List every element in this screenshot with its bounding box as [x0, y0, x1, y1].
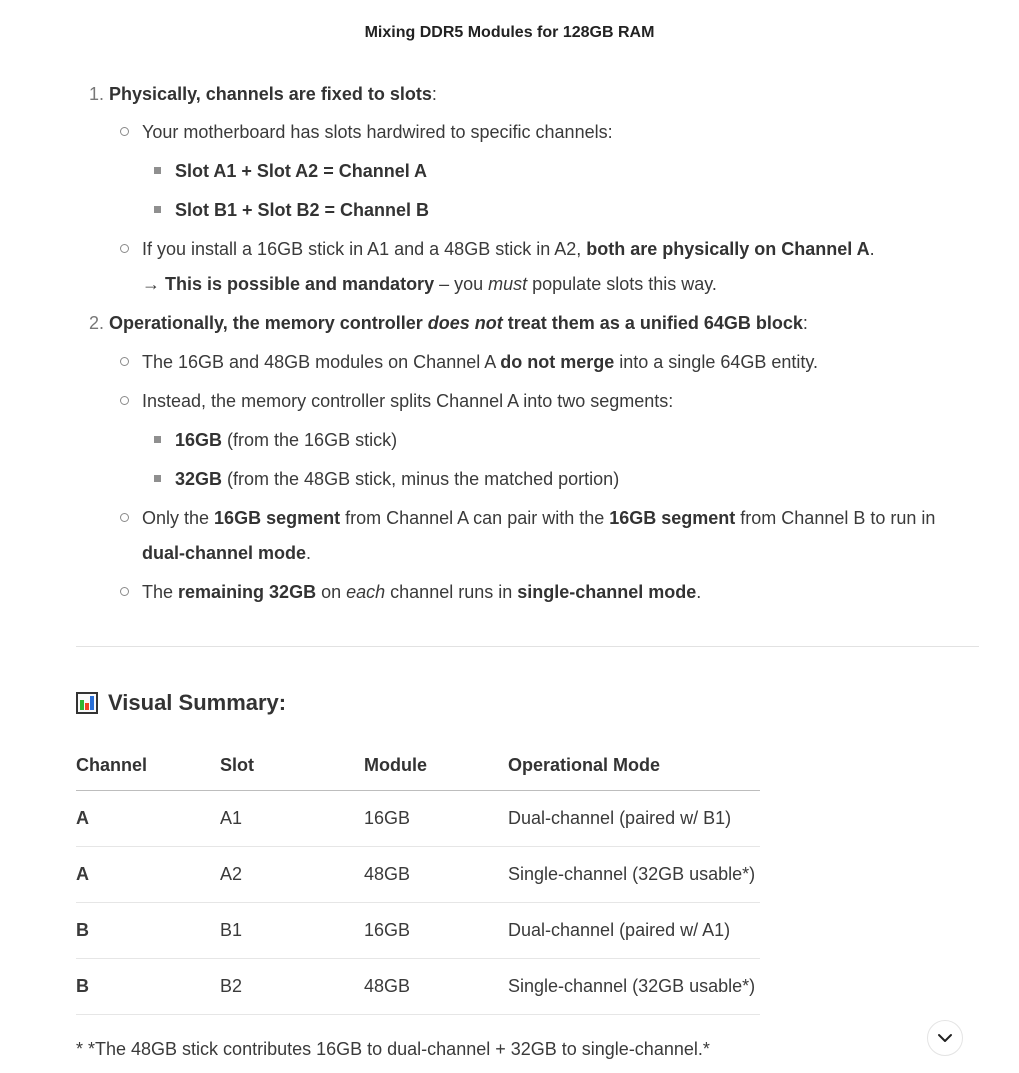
list-item [175, 159, 427, 183]
bold-text: 16GB [175, 430, 223, 450]
bold-text: 16GB segment [214, 508, 341, 528]
list-item [142, 237, 875, 261]
circle-bullet-icon [120, 513, 129, 522]
italic-text: must [488, 274, 528, 294]
slot-channel-a: Slot A1 + Slot A2 = Channel A [175, 161, 428, 181]
text: If you install a 16GB stick in A1 and a 48GB stick in A2, [142, 239, 587, 259]
list-item [142, 350, 818, 374]
text: on [316, 582, 347, 602]
text: channel runs in [385, 582, 518, 602]
chevron-down-icon [937, 1033, 953, 1043]
list-item: Instead, the memory controller splits Channel A into two segments: [142, 391, 674, 411]
cell-slot: B1 [220, 903, 364, 959]
cell-slot: A2 [220, 847, 364, 903]
square-bullet-icon [154, 436, 161, 443]
table-header-row [76, 740, 760, 791]
colon: : [802, 313, 808, 333]
text: The [142, 582, 179, 602]
arrow-text: → [142, 274, 166, 294]
bold-text: single-channel mode [517, 582, 697, 602]
text: – you [434, 274, 489, 294]
table-row [76, 959, 760, 1015]
list-item: Your motherboard has slots hardwired to specific channels: [142, 122, 613, 142]
divider [76, 646, 979, 647]
text: into a single 64GB entity. [614, 352, 819, 372]
text: from Channel A can pair with the [340, 508, 610, 528]
italic-text: each [346, 582, 386, 602]
text: from Channel B to run in [735, 508, 936, 528]
cell-slot: A1 [220, 791, 364, 847]
cell-slot: B2 [220, 959, 364, 1015]
column-header-mode: Operational Mode [508, 740, 760, 791]
text: . [696, 582, 702, 602]
bold-text: do not merge [500, 352, 615, 372]
square-bullet-icon [154, 206, 161, 213]
cell-channel: A [76, 791, 220, 847]
bold-text: both are physically on Channel A [586, 239, 870, 259]
bold-text: 16GB segment [609, 508, 736, 528]
cell-mode: Dual-channel (paired w/ A1) [508, 903, 760, 959]
list-item-continuation [142, 541, 311, 565]
circle-bullet-icon [120, 396, 129, 405]
circle-bullet-icon [120, 127, 129, 136]
list-item-2-heading [89, 311, 808, 335]
summary-table [76, 740, 760, 1015]
circle-bullet-icon [120, 244, 129, 253]
page-title: Mixing DDR5 Modules for 128GB RAM [364, 24, 655, 41]
square-bullet-icon [154, 475, 161, 482]
column-header-slot: Slot [220, 740, 364, 791]
footnote: * *The 48GB stick contributes 16GB to dual-channel + 32GB to single-channel.* [76, 1039, 710, 1059]
text: (from the 48GB stick, minus the matched portion) [222, 469, 620, 489]
cell-module: 48GB [364, 847, 508, 903]
list-number: 2. [89, 313, 105, 333]
table-row [76, 791, 760, 847]
cell-module: 16GB [364, 903, 508, 959]
heading-text: Operationally, the memory controller [109, 313, 428, 333]
text: . [306, 543, 312, 563]
circle-bullet-icon [120, 587, 129, 596]
list-item [142, 506, 935, 530]
cell-channel: B [76, 903, 220, 959]
cell-module: 48GB [364, 959, 508, 1015]
text: populate slots this way. [527, 274, 717, 294]
cell-mode: Single-channel (32GB usable*) [508, 959, 760, 1015]
heading-text: Physically, channels are fixed to slots [109, 84, 432, 104]
summary-heading [76, 688, 286, 718]
bold-text: remaining 32GB [178, 582, 317, 602]
text: The 16GB and 48GB modules on Channel A [142, 352, 501, 372]
list-item [175, 198, 429, 222]
cell-module: 16GB [364, 791, 508, 847]
slot-channel-b: Slot B1 + Slot B2 = Channel B [175, 200, 430, 220]
column-header-channel: Channel [76, 740, 220, 791]
list-item [175, 428, 397, 452]
list-item-continuation [142, 272, 717, 296]
list-item [142, 580, 701, 604]
list-item-1-heading [89, 82, 437, 106]
table-row [76, 847, 760, 903]
cell-channel: B [76, 959, 220, 1015]
cell-mode: Dual-channel (paired w/ B1) [508, 791, 760, 847]
square-bullet-icon [154, 167, 161, 174]
text: Only the [142, 508, 215, 528]
scroll-to-bottom-button[interactable] [927, 1020, 963, 1056]
text: (from the 16GB stick) [222, 430, 398, 450]
text: . [869, 239, 875, 259]
colon: : [431, 84, 437, 104]
bold-text: 32GB [175, 469, 223, 489]
italic-text: does not [427, 313, 503, 333]
circle-bullet-icon [120, 357, 129, 366]
list-number: 1. [89, 84, 105, 104]
cell-mode: Single-channel (32GB usable*) [508, 847, 760, 903]
table-row [76, 903, 760, 959]
bar-chart-icon [76, 692, 98, 714]
column-header-module: Module [364, 740, 508, 791]
bold-text: dual-channel mode [142, 543, 307, 563]
list-item [175, 467, 619, 491]
cell-channel: A [76, 847, 220, 903]
heading-text: treat them as a unified 64GB block [502, 313, 803, 333]
bold-text: This is possible and mandatory [165, 274, 435, 294]
summary-heading-text: Visual Summary: [108, 690, 287, 715]
